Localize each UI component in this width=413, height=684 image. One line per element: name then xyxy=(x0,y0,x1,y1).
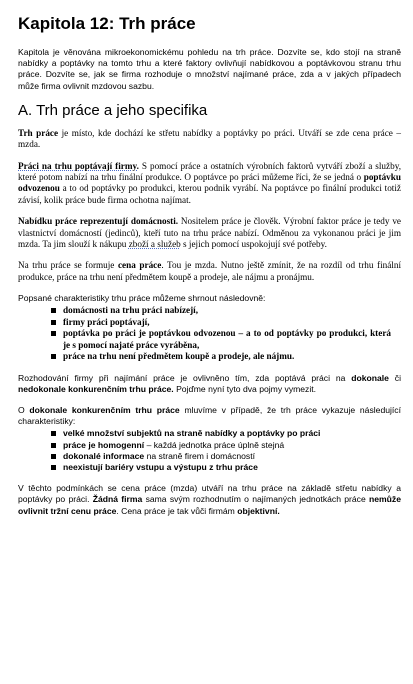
bold-term: nedokonale konkurenčním trhu práce. xyxy=(18,383,174,394)
list-item-bold: dokonalé informace xyxy=(63,450,145,461)
text-run: Rozhodování firmy při najímání práce je ovlivněno tím, zda poptává práci na xyxy=(18,372,352,383)
bold-term: nemůže ovlivnit tržní cenu práce xyxy=(18,494,401,516)
list-item-text: firmy práci poptávají, xyxy=(63,316,150,327)
bold-term: cena práce xyxy=(117,260,162,271)
text-run: V těchto podmínkách se cena práce (mzda) utváří na trhu práce na základě střetu nabídky a poptávky po práci. xyxy=(18,483,401,505)
list-item-text: poptávka po práci je poptávkou odvozenou – a to od poptávky po produkci, která je s pomocí najaté práce vyráběna, xyxy=(63,328,391,350)
bold-term: objektivní. xyxy=(237,505,280,516)
bold-term: poptávku odvozenou xyxy=(18,172,401,194)
paragraph-price xyxy=(18,260,401,283)
text-run: S pomocí práce a ostatních výrobních faktorů vytváří zboží a služby, které potom nabízí na trhu finální produkce. O poptávce po práci můžeme říci, že se jedná o xyxy=(18,160,401,183)
list-item xyxy=(63,305,401,316)
paragraph-summary-intro: Popsané charakteristiky trhu práce můžeme shrnout následovně: xyxy=(18,293,266,304)
summary-list xyxy=(18,305,401,362)
text-run: sama svým rozhodnutím o najímaných jednotkách práce xyxy=(142,494,369,505)
list-item-bold: práce je homogenní xyxy=(63,439,145,450)
bold-term: Žádná firma xyxy=(92,494,143,505)
paragraph-supply xyxy=(18,216,401,250)
text-run: zboží a služeb xyxy=(128,239,181,250)
paragraph-definition xyxy=(18,128,401,151)
bold-term: dokonale xyxy=(351,372,389,383)
text-run: či xyxy=(388,372,401,383)
list-item xyxy=(63,351,401,362)
text-run: . Cena práce je tak vůči firmám xyxy=(116,505,238,516)
list-item-text: – každá jednotka práce úplně stejná xyxy=(144,439,285,450)
characteristics-list xyxy=(18,428,401,473)
text-run: je místo, kde dochází ke střetu nabídky a poptávky po práci. Utváří se zde cena práce – mzda. xyxy=(18,127,401,150)
paragraph-competition xyxy=(18,373,401,395)
list-item xyxy=(63,328,401,351)
list-item-text: domácnosti na trhu práci nabízejí, xyxy=(63,305,199,316)
list-item xyxy=(63,440,401,451)
list-item-text: práce na trhu není předmětem koupě a prodeje, ale nájmu. xyxy=(63,351,295,362)
list-item-bold: neexistují bariéry vstupu a výstupu z trhu práce xyxy=(63,461,258,472)
text-run: a to od poptávky po produkci, kterou podnik vyrábí. Na poptávce po finální produkci totiž závisí, kolik práce bude firma ochotna najímat. xyxy=(18,183,401,205)
intro-paragraph: Kapitola je věnována mikroekonomickému pohledu na trh práce. Dozvíte se, kdo stojí na straně nabídky a poptávky na tomto trhu a které faktory ovlivňují nabídkovou a poptávkovou stranu trhu práce. Dozvíte se, jak se firma rozhoduje o množství najímané práce, zda a v jakých případech může firma ovlivnit mzdovou sazbu. xyxy=(18,47,401,91)
paragraph-perfect-intro xyxy=(18,405,401,427)
paragraph-demand xyxy=(18,161,401,207)
list-item xyxy=(63,317,401,328)
bold-term: Práci na trhu poptávají firmy. xyxy=(18,160,139,171)
bold-term: Trh práce xyxy=(18,127,59,138)
bold-term: Nabídku práce reprezentují domácnosti. xyxy=(18,216,179,227)
text-run: O xyxy=(18,404,30,415)
text-run: mluvíme v případě, že trh práce vykazuje následující charakteristiky: xyxy=(18,404,401,427)
text-run: Pojďme nyní tyto dva pojmy vymezit. xyxy=(173,383,317,394)
chapter-title: Kapitola 12: Trh práce xyxy=(18,14,196,33)
paragraph-conclusion xyxy=(18,483,401,517)
list-item xyxy=(63,428,401,439)
list-item-bold: velké množství subjektů na straně nabídky a poptávky po práci xyxy=(63,428,321,439)
bold-term: dokonale konkurenčním trhu práce xyxy=(29,404,180,415)
text-run: . Tou je mzda. Nutno ještě zmínit, že na rozdíl od trhu finální produkce, práce na trhu není předmětem koupě a prodeje, ale nájmu a pronájmu. xyxy=(18,260,402,282)
text-run: Nositelem práce je člověk. Výrobní faktor práce je tedy ve vlastnictví domácností (jedinců), kteří tuto na trhu práce nabízí. Odměnou za vykonanou práci je jim mzda. Ta jim slouží k nákupu xyxy=(18,216,402,250)
text-run: Na trhu práce se formuje xyxy=(18,260,118,271)
list-item xyxy=(63,462,401,473)
section-heading: A. Trh práce a jeho specifika xyxy=(18,101,208,119)
list-item-text: na straně firem i domácností xyxy=(144,450,255,461)
list-item xyxy=(63,451,401,462)
text-run: s jejich pomocí uspokojují své potřeby. xyxy=(180,239,327,250)
